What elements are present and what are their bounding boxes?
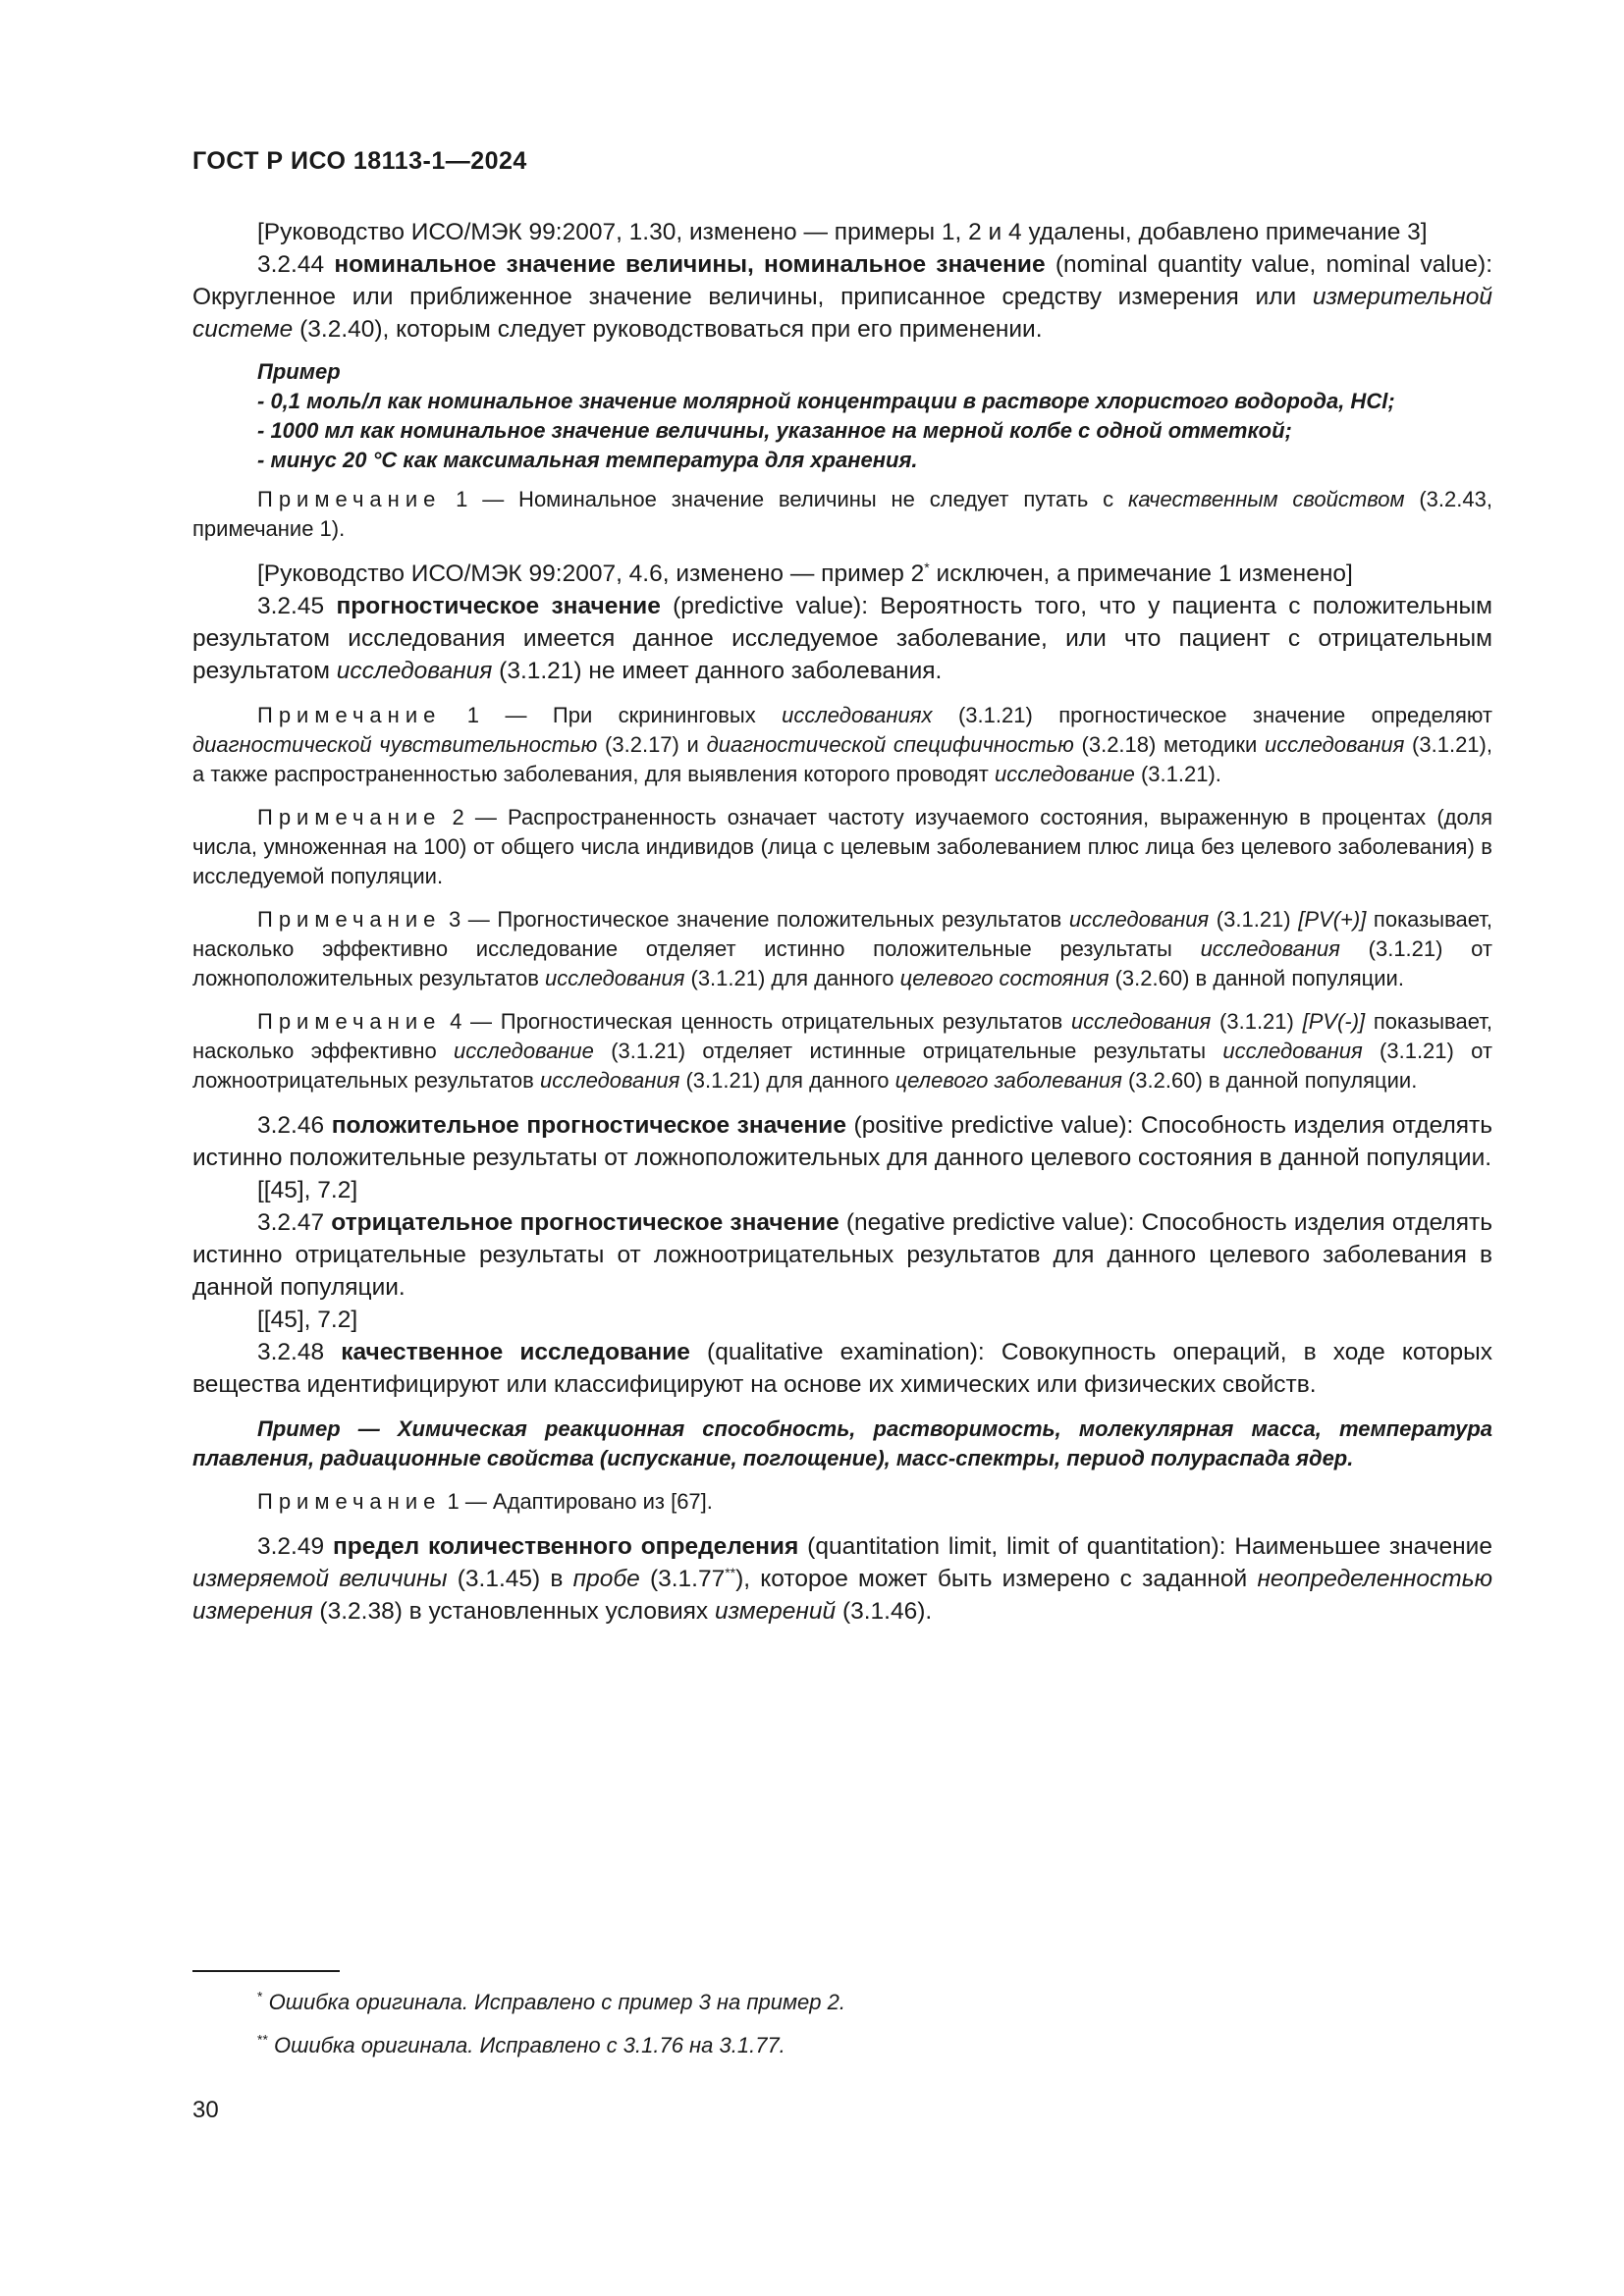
term-name: номинальное значение величины, номинальное значение: [334, 251, 1046, 278]
note-48-1: [192, 1487, 1492, 1517]
note-text: 3 — Прогностическое значение положительных результатов: [448, 907, 1062, 932]
note-text: (3.1.21) отделяет истинные отрицательные результаты: [611, 1039, 1207, 1063]
example-item: Пример — Химическая реакционная способность, растворимость, молекулярная масса, температура плавления, радиационные свойства (испускание, поглощение), масс-спектры, период полураспада ядер.: [192, 1416, 1492, 1470]
note-text: (3.1.21), а также распространенностью заболевания, для выявления которого проводят: [192, 732, 1492, 786]
example-title: Пример: [257, 359, 341, 384]
note-45-2: [192, 803, 1492, 891]
footnote-item: [257, 2024, 845, 2067]
term-text: (3.1.21) не имеет данного заболевания.: [499, 658, 943, 684]
footnote-mark: **: [725, 1564, 736, 1580]
note-label: Примечание: [257, 487, 442, 511]
note-text: (3.1.21) для данного: [685, 1068, 890, 1093]
page-number: 30: [192, 2097, 219, 2123]
reference-text: [Руководство ИСО/МЭК 99:2007, 4.6, изменено — пример 2: [257, 561, 925, 587]
term-link: неопределенностью измерения: [192, 1566, 1492, 1625]
note-text: (3.2.43, примечание 1).: [192, 487, 1492, 541]
term-number: 3.2.49: [257, 1533, 325, 1560]
note-text: (3.2.60) в данной популяции.: [1114, 966, 1404, 990]
note-text: (3.1.21): [1219, 1009, 1294, 1034]
footnotes: [257, 1981, 845, 2067]
term-3-2-49: [192, 1530, 1492, 1628]
note-link: целевого заболевания: [894, 1068, 1122, 1093]
note-link: диагностической специфичностью: [706, 732, 1074, 757]
term-3-2-47: [192, 1206, 1492, 1304]
footnote-mark: **: [257, 2031, 268, 2048]
note-label: Примечание: [257, 1009, 442, 1034]
note-45-4: [192, 1007, 1492, 1095]
footnote-text: Ошибка оригинала. Исправлено с пример 3 на пример 2.: [268, 1990, 845, 2014]
reference-text: исключен, а примечание 1 изменено]: [936, 561, 1353, 587]
note-text: (3.1.21): [1216, 907, 1291, 932]
note-text: (3.1.21) для данного: [690, 966, 894, 990]
note-label: Примечание: [257, 1489, 442, 1514]
note-link: качественным свойством: [1128, 487, 1405, 511]
term-number: 3.2.45: [257, 593, 325, 619]
note-text: (3.2.17) и: [605, 732, 699, 757]
term-text: (3.1.77: [649, 1566, 726, 1592]
term-number: 3.2.44: [257, 251, 325, 278]
note-text: показывает, насколько эффективно исследование отделяет истинно положительные результаты: [192, 907, 1492, 961]
term-number: 3.2.47: [257, 1209, 325, 1236]
note-text: (3.2.18) методики: [1081, 732, 1258, 757]
example-item: - минус 20 °С как максимальная температура для хранения.: [257, 448, 918, 472]
note-link: исследованиях: [782, 703, 933, 727]
term-text: (3.1.46).: [841, 1598, 933, 1625]
term-link: пробе: [572, 1566, 640, 1592]
term-link: измерений: [715, 1598, 837, 1625]
term-number: 3.2.46: [257, 1112, 325, 1139]
note-link: исследования: [539, 1068, 680, 1093]
note-link: [PV(-)]: [1302, 1009, 1366, 1034]
term-name: отрицательное прогностическое значение: [331, 1209, 839, 1236]
note-link: исследования: [1070, 1009, 1212, 1034]
note-link: диагностической чувствительностью: [192, 732, 598, 757]
note-45-3: [192, 905, 1492, 993]
term-text: (quantitation limit, limit of quantitation): Наименьшее значение: [807, 1533, 1492, 1560]
term-number: 3.2.48: [257, 1339, 325, 1365]
example-block: [192, 357, 1492, 475]
note-text: 4 — Прогностическая ценность отрицательных результатов: [450, 1009, 1063, 1034]
note-text: (3.1.21) от ложноотрицательных результатов: [192, 1039, 1492, 1093]
term-text: ), которое может быть измерено с заданной: [735, 1566, 1248, 1592]
example-item: - 1000 мл как номинальное значение величины, указанное на мерной колбе с одной отметкой;: [257, 418, 1292, 443]
note-text: (3.2.60) в данной популяции.: [1127, 1068, 1418, 1093]
term-link: исследования: [336, 658, 493, 684]
note-link: [PV(+)]: [1298, 907, 1367, 932]
note-link: исследования: [545, 966, 685, 990]
note-label: Примечание: [257, 907, 442, 932]
example-item: - 0,1 моль/л как номинальное значение молярной концентрации в растворе хлористого водорода, HCl;: [257, 389, 1395, 413]
footnote-mark: *: [257, 1988, 263, 2004]
note-link: исследование: [454, 1039, 594, 1063]
term-name: качественное исследование: [341, 1339, 690, 1365]
term-text: (3.1.45) в: [457, 1566, 564, 1592]
term-source: [[45], 7.2]: [257, 1177, 358, 1203]
term-name: предел количественного определения: [333, 1533, 799, 1560]
term-link: измеряемой величины: [192, 1566, 448, 1592]
term-3-2-46: [192, 1109, 1492, 1174]
term-source: [[45], 7.2]: [257, 1307, 358, 1333]
note-label: Примечание: [257, 703, 442, 727]
footnote-item: [257, 1981, 845, 2024]
note-link: целевого состояния: [899, 966, 1110, 990]
note-link: исследования: [1200, 936, 1340, 961]
term-3-2-44: [192, 248, 1492, 346]
note-text: (3.1.21) прогностическое значение определяют: [957, 703, 1492, 727]
term-link: измерительной системе: [192, 284, 1492, 343]
note-text: 2 — Распространенность означает частоту изучаемого состояния, выраженную в процентах (доля числа, умноженная на 100) от общего числа индивидов (лица с целевым заболеванием плюс лица без целевого заболевания) в исследуемой популяции.: [192, 805, 1492, 888]
footnote-divider: [192, 1970, 340, 1972]
term-text: (3.2.40), которым следует руководствоваться при его применении.: [299, 316, 1043, 343]
note-45-1: [192, 701, 1492, 789]
page-header: ГОСТ Р ИСО 18113-1—2024: [192, 147, 527, 175]
note-text: 1 — При скрининговых: [466, 703, 756, 727]
note-link: исследование: [994, 762, 1135, 786]
note-text: (3.1.21) от ложноположительных результатов: [192, 936, 1492, 990]
term-name: положительное прогностическое значение: [331, 1112, 846, 1139]
term-text: (negative predictive value): Способность изделия отделять истинно отрицательные результаты от ложноотрицательных результатов для данного целевого заболевания в данной популяции.: [192, 1209, 1492, 1301]
term-text: (3.2.38) в установленных условиях: [319, 1598, 709, 1625]
term-text: (positive predictive value): Способность изделия отделять истинно положительные результаты от ложноположительных для данного целевого состояния в данной популяции.: [192, 1112, 1492, 1171]
source-reference: [Руководство ИСО/МЭК 99:2007, 1.30, изменено — примеры 1, 2 и 4 удалены, добавлено примечание 3]: [257, 219, 1428, 245]
source-reference: [192, 558, 1492, 590]
note-label: Примечание: [257, 805, 442, 829]
note-link: исследования: [1222, 1039, 1363, 1063]
term-text: (nominal quantity value, nominal value): Округленное или приближенное значение величины, приписанное средству измерения или: [192, 251, 1493, 310]
note-44-1: [192, 485, 1492, 544]
term-3-2-45: [192, 590, 1492, 687]
term-text: (predictive value): Вероятность того, что у пациента с положительным результатом исследования имеется данное исследуемое заболевание, или что пациент с отрицательным результатом: [192, 593, 1492, 684]
note-link: исследования: [1068, 907, 1210, 932]
note-text: 1 — Номинальное значение величины не следует путать с: [456, 487, 1114, 511]
footnote-mark: *: [924, 559, 930, 575]
term-name: прогностическое значение: [336, 593, 661, 619]
term-text: (qualitative examination): Совокупность операций, в ходе которых вещества идентифицируют или классифицируют на основе их химических или физических свойств.: [192, 1339, 1492, 1398]
note-text: (3.1.21).: [1140, 762, 1221, 786]
term-3-2-48: [192, 1336, 1492, 1401]
note-text: 1 — Адаптировано из [67].: [447, 1489, 713, 1514]
note-link: исследования: [1264, 732, 1405, 757]
note-text: показывает, насколько эффективно: [192, 1009, 1492, 1063]
page-content: [192, 216, 1492, 1628]
footnote-text: Ошибка оригинала. Исправлено с 3.1.76 на 3.1.77.: [274, 2033, 785, 2057]
